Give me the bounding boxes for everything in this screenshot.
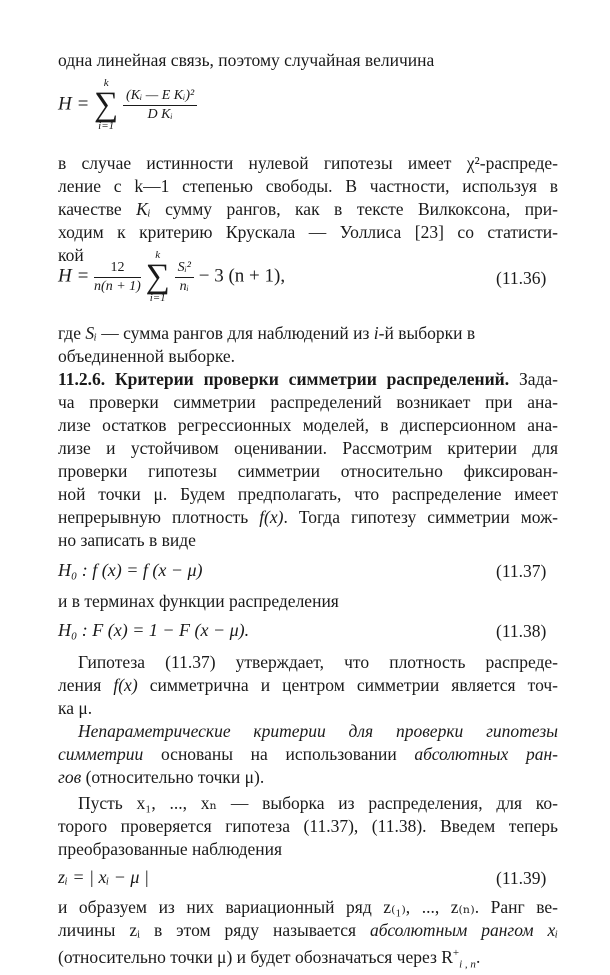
symbol-si: Sᵢ (85, 323, 97, 343)
text-line: в случае истинности нулевой гипотезы имеет χ²-распреде- (58, 153, 558, 173)
text-line: ной точки μ. Будем предполагать, что распределение имеет (58, 484, 558, 504)
text-line: кой (58, 245, 84, 265)
text-line: Гипотеза (11.37) утверждает, что плотность распреде- (78, 652, 558, 672)
text-line: и в терминах функции распределения (58, 591, 339, 611)
eq-lhs: H = (58, 93, 90, 115)
text-line: где Sᵢ — сумма рангов для наблюдений из i-й выборки в (58, 323, 476, 343)
text-line: объединенной выборке. (58, 346, 236, 366)
eq-lhs: H = (58, 265, 90, 287)
fraction (94, 259, 141, 296)
fraction-denominator: n(n + 1) (94, 278, 141, 294)
equation-number: (11.36) (496, 268, 547, 288)
section-heading-line: 11.2.6. Критерии проверки симметрии распределений. Зада- (58, 369, 558, 389)
text-line: ление с k—1 степенью свободы. В частности, используя в (58, 176, 558, 196)
text-line: но записать в виде (58, 530, 196, 550)
text-line: лизе остатков регрессионных моделей, в дисперсионном ана- (58, 415, 558, 435)
equation-number: (11.39) (496, 868, 547, 888)
sum-symbol: k ∑ i=1 (145, 249, 170, 304)
text-line: качестве Kᵢ сумму рангов, как в тексте Вилкоксона, при- (58, 199, 559, 219)
text-line: лизе и устойчивом оценивании. Рассмотрим критерии для (58, 438, 558, 458)
text-line: ходим к критерию Крускала — Уоллиса [23] со статисти- (58, 222, 558, 242)
equation-kruskal-wallis (58, 250, 285, 304)
symbol-ki: Kᵢ (136, 199, 151, 219)
fraction-numerator: 12 (94, 259, 141, 278)
equation-absolute-deviation: zᵢ = | xᵢ − μ | (58, 867, 149, 887)
sum-upper-limit: k (103, 77, 109, 89)
text-line: проверки гипотезы симметрии относительно фиксирован- (58, 461, 558, 481)
fraction-numerator: (Kᵢ — E Kᵢ)² (123, 87, 197, 106)
text-line: непрерывную плотность f(x). Тогда гипотезу симметрии мож- (58, 507, 558, 527)
text-line: одна линейная связь, поэтому случайная величина (58, 50, 435, 70)
fraction (123, 87, 197, 124)
text-line: торого проверяется гипотеза (11.37), (11.38). Введем теперь (58, 816, 558, 836)
fraction-denominator: nᵢ (179, 278, 189, 294)
eq-tail: − 3 (n + 1), (198, 265, 286, 287)
text-line: Непараметрические критерии для проверки гипотезы (78, 721, 558, 741)
equation-number: (11.38) (496, 621, 547, 641)
sum-symbol: k ∑ i=1 (94, 77, 119, 132)
symbol-i: i (373, 323, 379, 343)
text-line: (относительно точки μ) и будет обозначаться через $R^+_{i , n}$. (58, 946, 481, 971)
text-line: ча проверки симметрии распределений возникает при ана- (58, 392, 558, 412)
equation-symmetry-cdf: H₀ : F (x) = 1 − F (x − μ). (58, 620, 250, 640)
text-line: преобразованные наблюдения (58, 839, 283, 859)
text-line: симметрии основаны на использовании абсолютных ран- (58, 744, 558, 764)
sum-lower-limit: i=1 (98, 120, 115, 132)
fraction (175, 259, 194, 296)
section-heading: 11.2.6. Критерии проверки симметрии распределений. (58, 369, 510, 389)
sum-lower-limit: i=1 (149, 292, 166, 304)
text-line: гов (относительно точки μ). (58, 767, 265, 787)
sum-upper-limit: k (155, 249, 161, 261)
equation-number: (11.37) (496, 561, 547, 581)
equation-symmetry-density: H₀ : f (x) = f (x − μ) (58, 560, 203, 580)
text-line: личины zᵢ в этом ряду называется абсолютным рангом xᵢ (58, 920, 559, 940)
fraction-denominator: D Kᵢ (147, 106, 173, 122)
text-line: и образуем из них вариационный ряд z₍₁₎, ..., z₍ₙ₎. Ранг ве- (58, 897, 558, 917)
text-line: Пусть x₁, ..., xₙ — выборка из распределения, для ко- (78, 793, 558, 813)
equation-h-statistic (58, 78, 197, 132)
text-line: ления f(x) симметрична и центром симметрии является точ- (58, 675, 559, 695)
text-line: ка μ. (58, 698, 93, 718)
fraction-numerator: Sᵢ² (175, 259, 194, 278)
